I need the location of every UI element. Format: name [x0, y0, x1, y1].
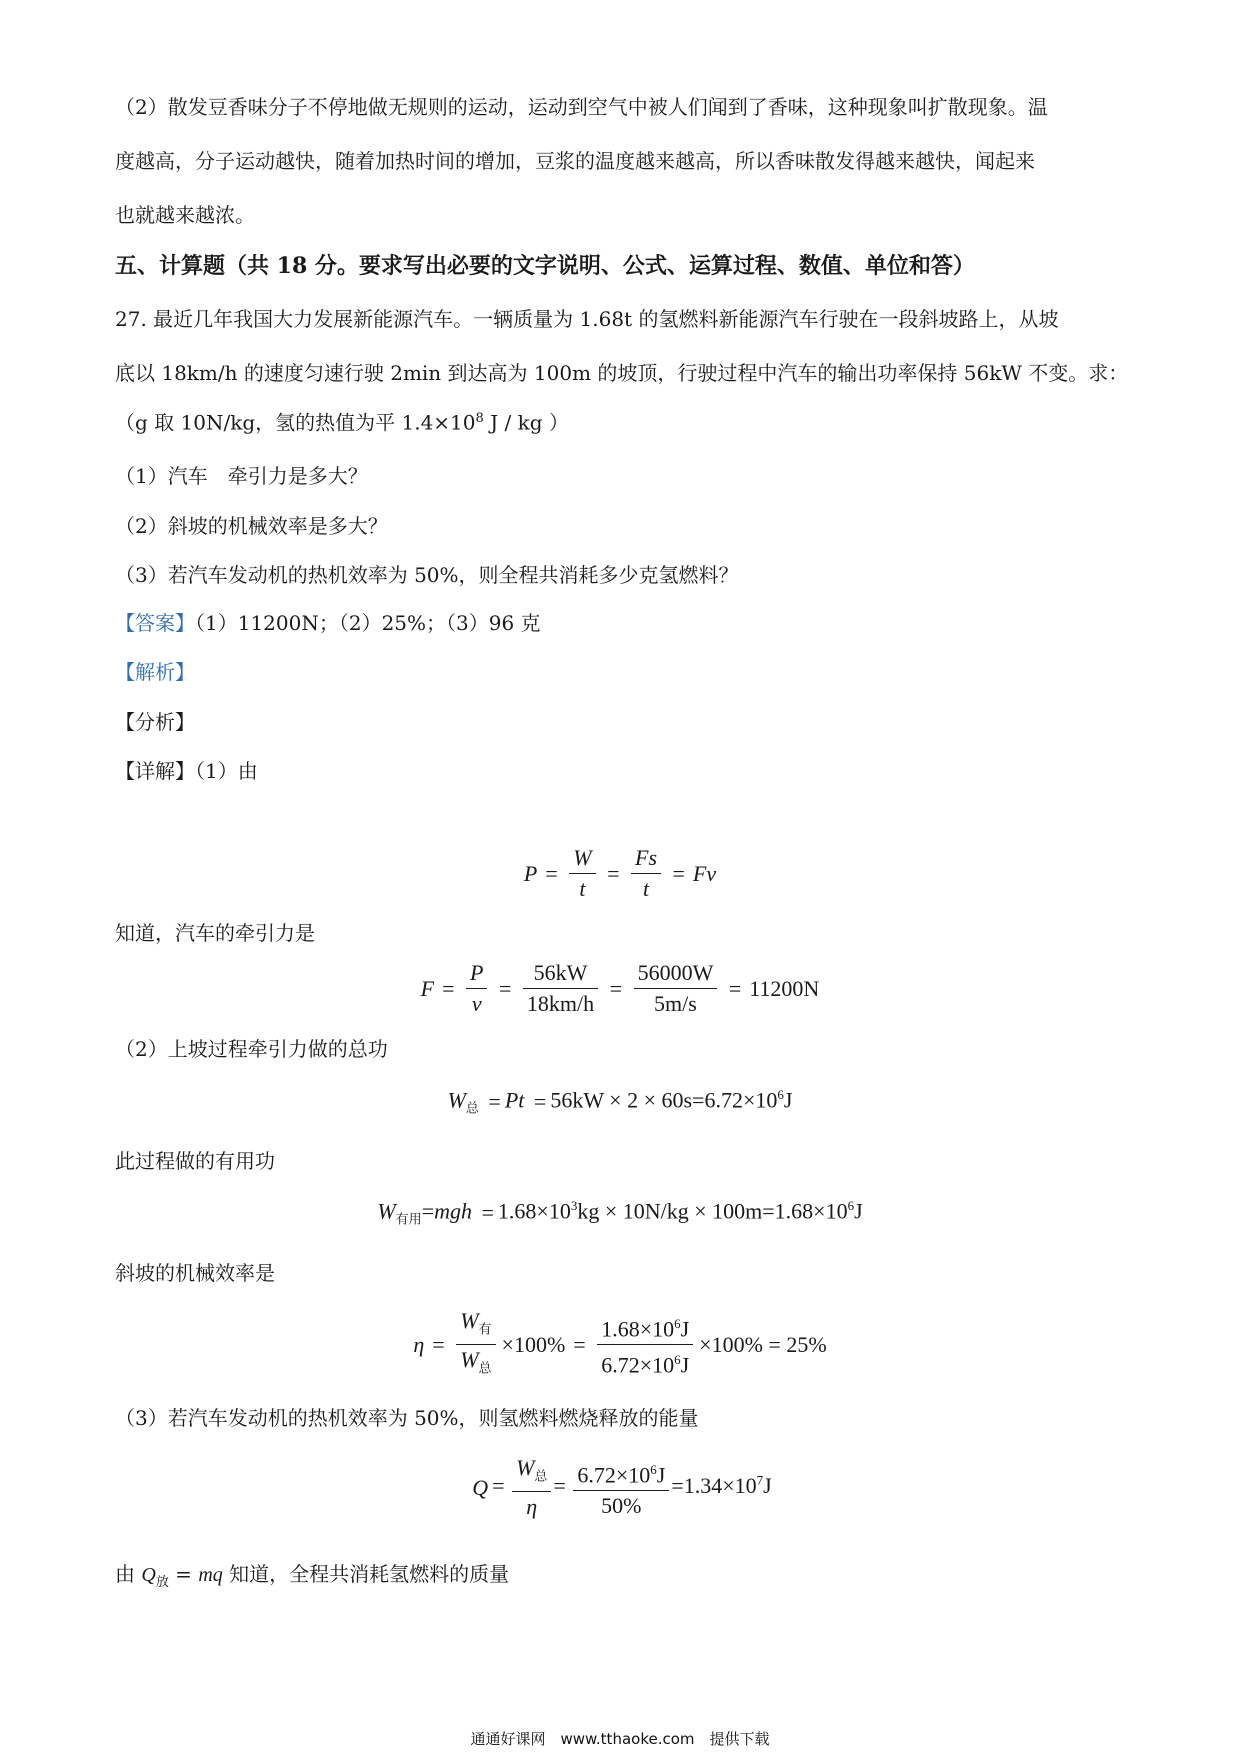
diffusion-line-2: 度越高，分子运动越快，随着加热时间的增加，豆浆的温度越来越高，所以香味散发得越来越快，闻起来: [115, 149, 1035, 173]
eq6-frac-w-eta: $\frac{W_总}{\eta}$: [512, 1453, 551, 1522]
text-efficiency: 斜坡的机械效率是: [115, 1261, 275, 1285]
question-27-line-2: 底以 18km/h 的速度匀速行驶 2min 到达高为 100m 的坡顶，行驶过程中汽车的输出功率保持 56kW 不变。求：: [115, 361, 1129, 385]
question-27-line-1: 27. 最近几年我国大力发展新能源汽车。一辆质量为 1.68t 的氢燃料新能源汽车行驶在一段斜坡路上，从坡: [115, 307, 1059, 331]
section-heading: 五、计算题（共 18 分。要求写出必要的文字说明、公式、运算过程、数值、单位和答）: [115, 253, 975, 279]
equation-total-work: $W_总 = Pt = 56kW \times 2 \times 60s=6.72\times 10^6J$: [447, 1087, 793, 1116]
equation-useful-work: $W_{有用}=mgh = 1.68\times 10^3kg \times 10N/kg \times 100m=1.68\times 10^6J$: [377, 1198, 863, 1227]
text-heat-released: （3）若汽车发动机的热机效率为 50%，则氢燃料燃烧释放的能量: [115, 1406, 699, 1430]
sub-question-1: （1）汽车 牵引力是多大？: [115, 464, 368, 488]
eq6-frac-values: $\frac{6.72\times 10^6J}{50\%}$: [573, 1455, 669, 1521]
fenxi-tag: 【分析】: [115, 710, 195, 734]
eq2-frac-p-v: $\frac{P}{v}$: [466, 958, 487, 1019]
equation-heat: Q = $\frac{W_总}{\eta}$ = $\frac{6.72\times 10^6J}{50\%}$ $=1.34\times 10^7J$: [0, 1453, 1240, 1522]
eq1-P: P: [523, 860, 538, 886]
text-force: 知道，汽车的牵引力是: [115, 921, 315, 945]
sub-question-3: （3）若汽车发动机的热机效率为 50%，则全程共消耗多少克氢燃料？: [115, 563, 739, 587]
eq2-frac-2: $\frac{56000W}{5m/s}$: [634, 958, 718, 1019]
eq1-frac-fs-t: $\frac{Fs}{t}$: [631, 843, 661, 904]
answer-tag: 【答案】: [115, 611, 195, 635]
diffusion-line-1: （2）散发豆香味分子不停地做无规则的运动，运动到空气中被人们闻到了香味，这种现象叫扩散现象。温: [115, 95, 1048, 119]
page-footer: 通通好课网 www.tthaoke.com 提供下载: [470, 1730, 770, 1748]
given-suffix: J / kg ）: [483, 410, 569, 435]
eq5-frac-w: $\frac{W_有}{W_总}$: [456, 1306, 495, 1384]
eq1-Fv: Fv: [692, 860, 717, 886]
given-prefix: （g 取 10N/kg，氢的热值为平 1.4×10: [115, 410, 476, 435]
diffusion-line-3: 也就越来越浓。: [115, 203, 255, 227]
equation-power: P = $\frac{W}{t}$ = $\frac{Fs}{t}$ = Fv: [0, 843, 1240, 904]
eq2-frac-1: $\frac{56kW}{18km/h}$: [523, 958, 598, 1019]
equation-efficiency: η = $\frac{W_有}{W_总}$ ×100% = $\frac{1.68\times 10^6J}{6.72\times 10^6J}$ ×100% = 25%: [0, 1306, 1240, 1384]
question-27: [115, 292, 1135, 400]
analysis-tag: 【解析】: [115, 660, 195, 684]
sub-question-2: （2）斜坡的机械效率是多大？: [115, 514, 388, 538]
given-exponent: 8: [475, 411, 484, 426]
detail-tag: 【详解】: [115, 759, 195, 783]
detail-text: （1）由: [195, 759, 258, 783]
answer-line: [115, 609, 1135, 637]
given-constants: [115, 405, 1135, 437]
equation-force: F = $\frac{P}{v}$ = $\frac{56kW}{18km/h}$ = $\frac{56000W}{5m/s}$ = 11200N: [0, 958, 1240, 1019]
last-line: 由 $Q_放$ = mq 知道，全程共消耗氢燃料的质量: [115, 1562, 510, 1590]
eq1-frac-w-t: $\frac{W}{t}$: [569, 843, 595, 904]
detail-line: [115, 757, 1135, 785]
eq5-frac-values: $\frac{1.68\times 10^6J}{6.72\times 10^6J}$: [597, 1309, 693, 1381]
text-useful-work: 此过程做的有用功: [115, 1149, 275, 1173]
diffusion-paragraph: [115, 80, 1135, 242]
eq2-result: 11200N: [749, 975, 820, 1001]
answer-text: （1）11200N；（2）25%；（3）96 克: [195, 611, 541, 635]
text-total-work: （2）上坡过程牵引力做的总功: [115, 1037, 388, 1061]
